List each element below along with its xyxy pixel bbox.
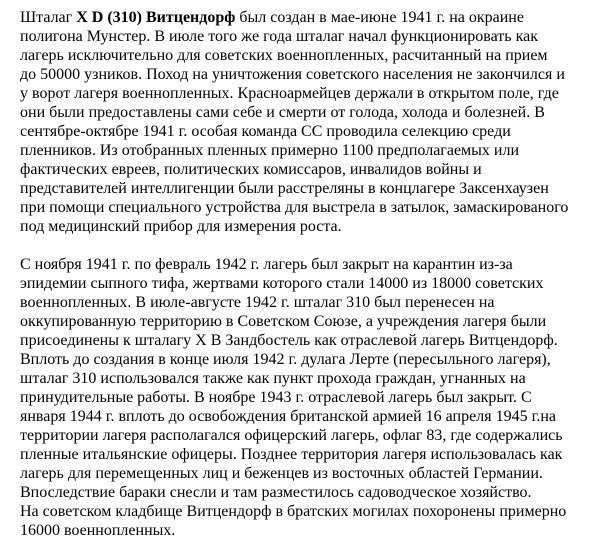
text-line: пленные итальянские офицеры. Позднее территория лагеря использовалась как: [20, 446, 563, 463]
text-run: Шталаг: [20, 9, 77, 26]
text-line: присоединены к шталагу X B Зандбостель как отраслевой лагерь Витцендорф.: [20, 332, 558, 349]
text-line: Вплоть до создания в конце июля 1942 г. дулага Лерте (пересыльного лагеря),: [20, 351, 551, 368]
text-line: до 50000 узников. Поход на уничтожения советского населения не закончился и: [20, 66, 565, 83]
document-body: [20, 8, 610, 540]
text-line: Впоследствие бараки снесли и там разместилось садоводческое хозяйство.: [20, 484, 532, 501]
text-line: фактических евреев, политических комиссаров, инвалидов войны и: [20, 161, 482, 178]
text-line: [20, 8, 610, 27]
text-line: военнопленных. В июле-августе 1942 г. шталаг 310 был перенесен на: [20, 294, 495, 311]
text-line: лагерь исключительно для советских военнопленных, расчитанный на прием: [20, 47, 548, 64]
text-line: С ноября 1941 г. по февраль 1942 г. лагерь был закрыт на карантин из-за: [20, 256, 513, 273]
paragraph-gap: [20, 236, 610, 255]
text-line: под медицинский прибор для измерения роста.: [20, 218, 342, 235]
text-line: На советском кладбище Витцендорф в братских могилах похоронены примерно: [20, 503, 567, 520]
text-line: полигона Мунстер. В июле того же года шталаг начал функционировать как: [20, 28, 538, 45]
text-line: пленников. Из отобранных пленных примерно 1100 предполагаемых или: [20, 142, 520, 159]
text-run: был создан в мае-июне 1941 г. на окраине: [235, 9, 524, 26]
text-line: шталаг 310 использовался также как пункт прохода граждан, угнанных на: [20, 370, 526, 387]
text-line: лагерь для перемещенных лиц и беженцев из восточных областей Германии.: [20, 465, 543, 482]
text-line: 16000 военнопленных.: [20, 522, 176, 539]
text-line: они были предоставлены сами себе и смерти от голода, холода и болезней. В: [20, 104, 545, 121]
text-line: при помощи специального устройства для выстрела в затылок, замаскированого: [20, 199, 569, 216]
text-line: территории лагеря располагался офицерский лагерь, офлаг 83, где содержались: [20, 427, 563, 444]
text-line: оккупированную территорию в Советском Союзе, а учреждения лагеря были: [20, 313, 547, 330]
text-line: принудительные работы. В ноябре 1943 г. отраслевой лагерь был закрыт. С: [20, 389, 532, 406]
text-line: у ворот лагеря военнопленных. Красноармейцев держали в открытом поле, где: [20, 85, 559, 102]
text-line: представителей интеллигенции были расстреляны в концлагере Заксенхаузен: [20, 180, 549, 197]
text-line: сентябре-октябре 1941 г. особая команда СС проводила селекцию среди: [20, 123, 511, 140]
camp-name: X D (310) Витцендорф: [76, 9, 236, 26]
paragraph-founding: [20, 8, 610, 236]
text-line: эпидемии сыпного тифа, жертвами которого стали 14000 из 18000 советских: [20, 275, 544, 292]
text-line: января 1944 г. вплоть до освобождения британской армией 16 апреля 1945 г.на: [20, 408, 556, 425]
paragraph-later-history: [20, 255, 610, 540]
